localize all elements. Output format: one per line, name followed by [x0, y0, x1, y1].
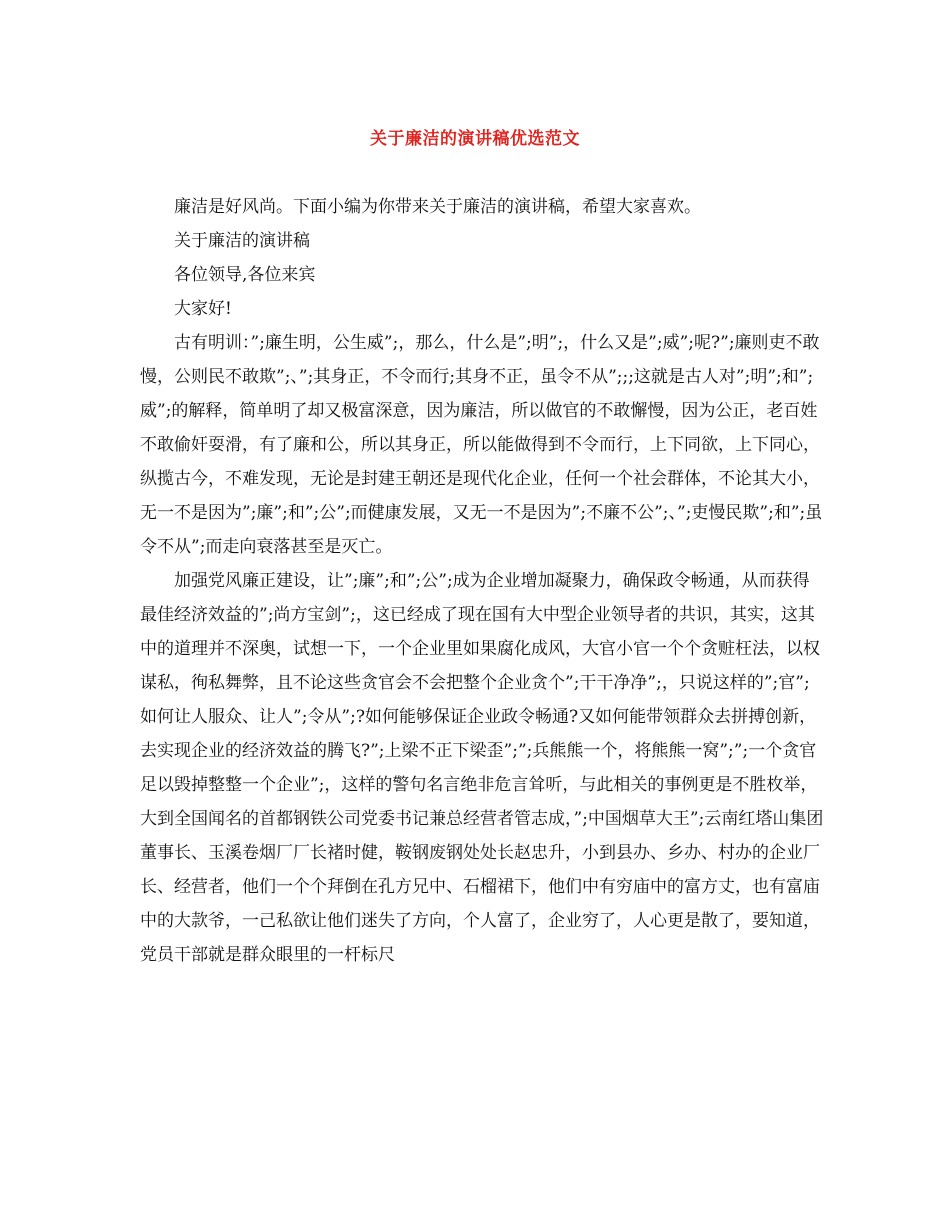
- intro-paragraph: 廉洁是好风尚。下面小编为你带来关于廉洁的演讲稿，希望大家喜欢。: [174, 197, 701, 217]
- body-paragraph: 加强党风廉正建设，让”;廉”;和”;公”;成为企业增加凝聚力，确保政令畅通，从而获得最佳经济效益的”;尚方宝剑”;，这已经成了现在国有大中型企业领导者的共识，其实，这其中的道理并不深奥，试想一下，一个企业里如果腐化成风，大官小官一个个贪赃枉法，以权谋私，徇私舞弊，且不论这些贪官会不会把整个企业贪个”;干干净净”;，只说这样的”;官”;如何让人服众、让人”;令从”;?如何能够保证企业政令畅通?又如何能带领群众去拼搏创新，去实现企业的经济效益的腾飞?”;上梁不正下梁歪”;”;兵熊熊一个，将熊熊一窝”;”;一个贪官足以毁掉整整一个企业”;，这样的警句名言绝非危言耸听，与此相关的事例更是不胜枚举，大到全国闻名的首都钢铁公司党委书记兼总经营者管志成，”;中国烟草大王”;云南红塔山集团董事长、玉溪卷烟厂厂长褚时健，鞍钢废钢处处长赵忠升，小到县办、乡办、村办的企业厂长、经营者，他们一个个拜倒在孔方兄中、石榴裙下，他们中有穷庙中的富方丈，也有富庙中的大款爷，一己私欲让他们迷失了方向，个人富了，企业穷了，人心更是散了，要知道，党员干部就是群众眼里的一杆标尺: [140, 571, 824, 965]
- greeting: 大家好!: [174, 299, 232, 319]
- document-title: 关于廉洁的演讲稿优选范文: [370, 129, 580, 149]
- body-paragraph: 古有明训：”;廉生明，公生威”;，那么，什么是”;明”;，什么又是”;威”;呢?”;廉则吏不敢慢，公则民不敢欺”;、”;其身正，不令而行;其身不正，虽令不从”;;;这就是古人对”;明”;和”;威”;的解释，简单明了却又极富深意，因为廉洁，所以做官的不敢懈慢，因为公正，老百姓不敢偷奸耍滑，有了廉和公，所以其身正，所以能做得到不令而行，上下同欲，上下同心，纵揽古今，不难发现，无论是封建王朝还是现代化企业，任何一个社会群体，不论其大小，无一不是因为”;廉”;和”;公”;而健康发展，又无一不是因为”;不廉不公”;、”;吏慢民欺”;和”;虽令不从”;而走向衰落甚至是灭亡。: [140, 333, 823, 557]
- document-body: [140, 190, 825, 972]
- salutation: 各位领导,各位来宾: [174, 265, 316, 285]
- section-heading: 关于廉洁的演讲稿: [174, 231, 310, 251]
